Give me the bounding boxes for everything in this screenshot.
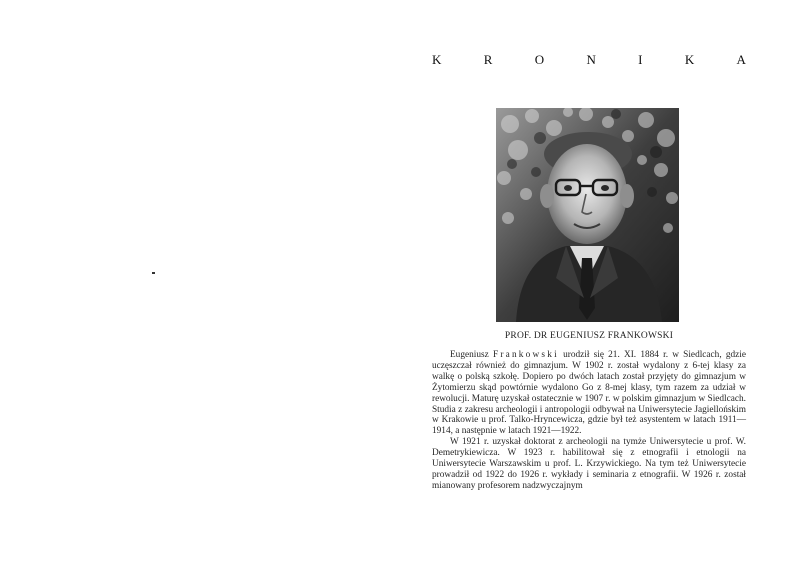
heading-letter: K [684,52,695,67]
heading-letter: K [432,52,442,67]
heading-letter: A [736,52,746,67]
photo-caption: PROF. DR EUGENIUSZ FRANKOWSKI [504,331,674,341]
heading-letter: I [638,52,643,67]
heading-letter: N [586,52,596,67]
portrait-image [496,108,679,322]
article-body [432,350,746,492]
ink-speck [152,272,155,274]
portrait-photo [496,108,679,322]
chapter-heading [432,52,746,68]
paragraph-1-text: urodził się 21. XI. 1884 r. w Siedlcach, gdzie uczęszczał również do gimnazjum. W 1902 r. został wydalony z 6-tej klasy za walkę o polską szkołę. Dopiero po dwóch latach został przyjęty do gimnazjum w Żytomierzu skąd powtórnie wydalono Go z 8-mej klasy, tym razem za udział w rewolucji. Maturę uzyskał ostatecznie w 1907 r. w polskim gimnazjum w Siedlcach. Studia z zakresu archeologii i antropologii odbywał na Uniwersytecie Jagiellońskim w Krakowie u prof. Talko-Hryncewicza, gdzie był też asystentem w latach 1911—1914, a następnie w latach 1921—1922. [432,350,746,437]
paragraph-2: W 1921 r. uzyskał doktorat z archeologii na tymże Uniwersytecie u prof. W. Demetrykiewicza. W 1923 r. habilitował się z etnografii i etnologii na Uniwersytecie Warszawskim u prof. L. Krzywickiego. Na tym też Uniwersytecie prowadził od 1922 do 1926 r. wykłady i seminaria z etnografii. W 1926 r. został mianowany profesorem nadzwyczajnym [432,437,746,491]
heading-letter: R [483,52,493,67]
paragraph-1 [432,350,746,437]
surname-emphasis: Frankowski [492,350,559,360]
paragraph-1-lead: Eugeniusz [450,350,493,360]
heading-letter: O [534,52,545,67]
